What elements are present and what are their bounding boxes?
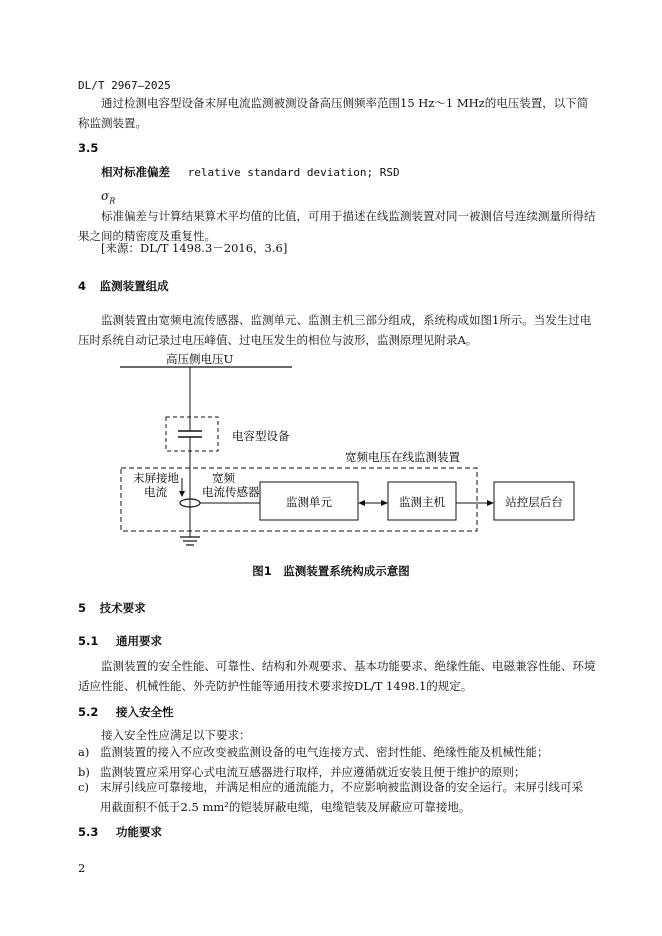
monitoring-unit-label: 监测单元: [286, 495, 332, 509]
section-4-heading: 4 监测装置组成: [78, 279, 169, 293]
capacitive-device-box: [166, 417, 218, 451]
capacitive-device-label: 电容型设备: [232, 429, 290, 443]
host-backend-arrow: [487, 500, 494, 506]
doc-header-code: DL/T 2967—2025: [78, 79, 171, 92]
sensor-label-1: 宽频: [212, 471, 235, 485]
intro-paragraph: 通过检测电容型设备末屏电流监测被测设备高压侧频率范围15 Hz～1 MHz的电压装置，以下简称监测装置。: [78, 96, 589, 130]
ground-current-label-2: 电流: [144, 485, 167, 499]
section-5-2-lead: 接入安全性应满足以下要求：: [101, 728, 251, 742]
monitoring-host-label: 监测主机: [399, 495, 445, 509]
list-item-c: c) 末屏引线应可靠接地，并满足相应的通流能力，不应影响被监测设备的安全运行。末屏引线可采用截面积不低于2.5 mm²的铠装屏蔽电缆，电缆铠装及屏蔽应可靠接地。: [78, 780, 583, 814]
section-5-heading: 5 技术要求: [78, 601, 146, 615]
section-4-paragraph: 监测装置由宽频电流传感器、监测单元、监测主机三部分组成，系统构成如图1所示。当发生过电压时系统自动记录过电压峰值、过电压发生的相位与波形，监测原理见附录A。: [78, 313, 592, 347]
section-3-5-number: 3.5: [78, 141, 99, 155]
section-5-2-heading: 5.2 接入安全性: [78, 705, 174, 719]
term-definition: 标准偏差与计算结果算术平均值的比值，可用于描述在线监测装置对同一被测信号连续测量所得结果之间的精密度及重复性。: [78, 209, 596, 243]
system-diagram: [0, 345, 662, 560]
list-item-b: b) 监测装置应采用穿心式电流互感器进行取样，并应遵循就近安装且便于维护的原则；: [78, 765, 526, 779]
term-symbol: $\sigma_R$: [101, 189, 116, 206]
monitoring-system-label: 宽频电压在线监测装置: [345, 450, 460, 464]
sensor-label-2: 电流传感器: [202, 485, 260, 499]
section-5-1-heading: 5.1 通用要求: [78, 634, 163, 648]
ground-current-label-1: 末屏接地: [133, 471, 179, 485]
station-backend-label: 站控层后台: [505, 495, 563, 509]
figure-caption: 图1 监测装置系统构成示意图: [252, 564, 410, 578]
hv-voltage-label: 高压侧电压U: [166, 352, 234, 366]
page-number: 2: [78, 861, 86, 875]
unit-host-arrow-right: [381, 500, 388, 506]
term-cn: 相对标准偏差: [101, 165, 170, 179]
term-symbol-subscript: R: [109, 196, 116, 206]
section-5-1-paragraph: 监测装置的安全性能、可靠性、结构和外观要求、基本功能要求、绝缘性能、电磁兼容性能、环境适应性能、机械性能、外壳防护性能等通用技术要求按DL/T 1498.1的规定。: [78, 659, 596, 693]
list-item-a: a) 监测装置的接入不应改变被监测设备的电气连接方式、密封性能、绝缘性能及机械性能；: [78, 745, 549, 759]
current-arrow-head: [179, 491, 185, 497]
term-en: relative standard deviation; RSD: [187, 166, 400, 179]
term-heading: [101, 164, 400, 180]
unit-host-arrow-left: [358, 500, 365, 506]
term-source: [来源：DL/T 1498.3－2016，3.6]: [101, 241, 288, 255]
section-5-3-heading: 5.3 功能要求: [78, 825, 163, 839]
